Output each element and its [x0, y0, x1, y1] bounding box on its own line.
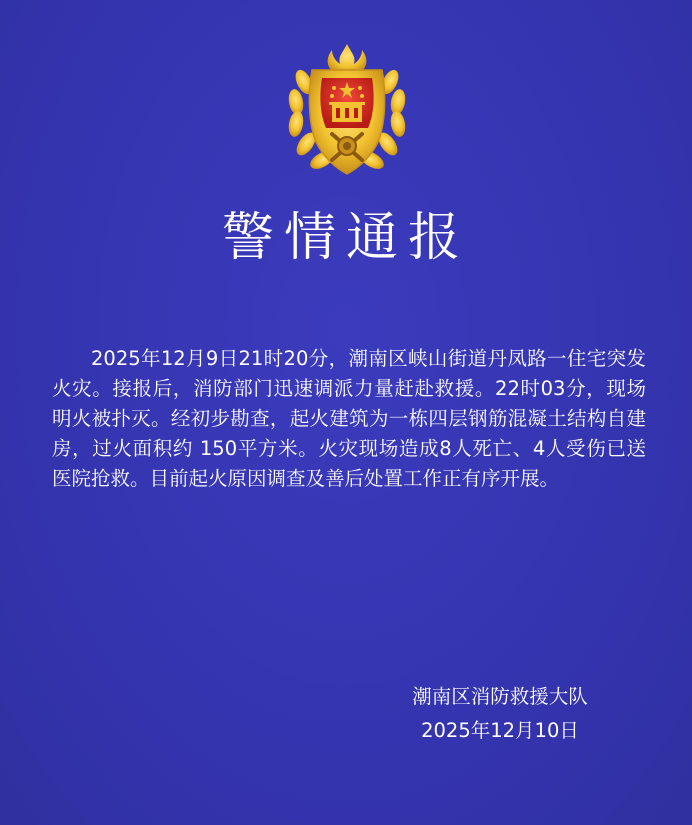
fire-rescue-emblem-icon [282, 42, 412, 178]
signature-block [380, 680, 620, 748]
issuer-name: 潮南区消防救援大队 [412, 685, 588, 708]
notice-body: 2025年12月9日21时20分，潮南区峡山街道丹凤路一住宅突发火灾。接报后，消防部门迅速调派力量赶赴救援。22时03分，现场明火被扑灭。经初步勘查，起火建筑为一栋四层钢筋混凝土结构自建房，过火面积约 150平方米。火灾现场造成8人死亡、4人受伤已送医院抢救。目前起火原因调查及善后处置工作正有序开展。 [52, 347, 646, 490]
notice-title: 警情通报 [221, 208, 470, 268]
issue-date: 2025年12月10日 [421, 719, 579, 742]
